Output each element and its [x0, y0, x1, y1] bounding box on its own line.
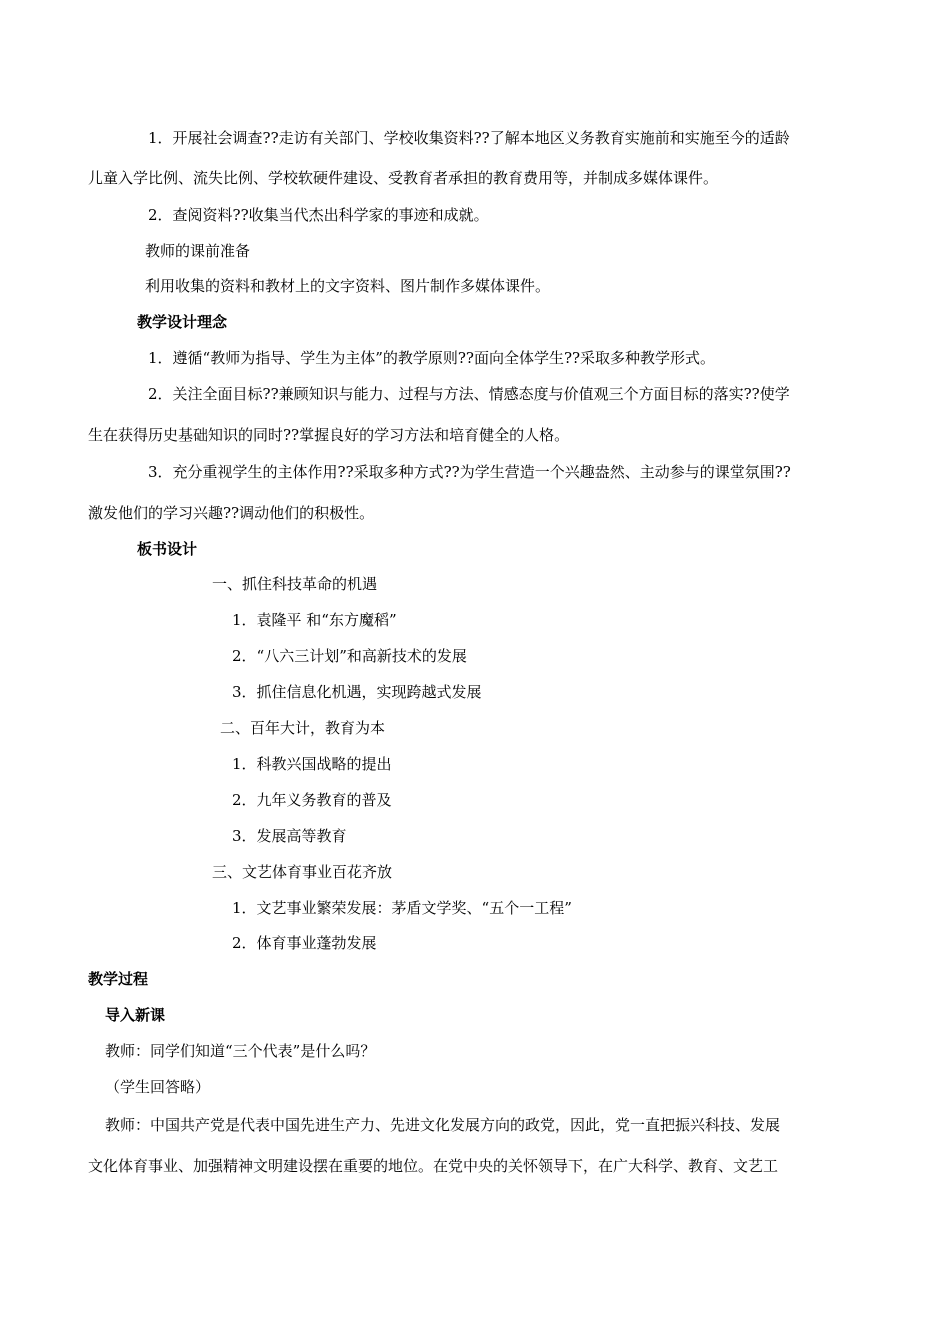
board-section-2-item-2: 2．九年义务教育的普及: [232, 791, 392, 809]
board-section-2: 二、百年大计，教育为本: [220, 719, 386, 737]
board-design-heading: 板书设计: [137, 540, 198, 558]
new-lesson-intro-heading: 导入新课: [105, 1006, 166, 1024]
teacher-paragraph-line-2: 文化体育事业、加强精神文明建设摆在重要的地位。在党中央的关怀领导下，在广大科学、教育、文艺工: [88, 1157, 779, 1175]
teacher-prep-text: 利用收集的资料和教材上的文字资料、图片制作多媒体课件。: [145, 277, 551, 295]
teacher-prep-heading: 教师的课前准备: [145, 242, 251, 260]
teaching-process-heading: 教学过程: [88, 970, 149, 988]
board-section-3-item-1: 1．文艺事业繁荣发展：茅盾文学奖、“五个一工程”: [232, 899, 572, 917]
board-section-2-item-1: 1．科教兴国战略的提出: [232, 755, 392, 773]
design-concept-item-3-line-2: 激发他们的学习兴趣??调动他们的积极性。: [88, 504, 375, 522]
student-answer-note: （学生回答略）: [105, 1078, 211, 1096]
board-section-1: 一、抓住科技革命的机遇: [212, 575, 378, 593]
board-section-2-item-3: 3．发展高等教育: [232, 827, 347, 845]
student-prep-item-1-line-1: 1．开展社会调查??走访有关部门、学校收集资料??了解本地区义务教育实施前和实施至今的适龄: [148, 129, 790, 147]
student-prep-item-1-line-2: 儿童入学比例、流失比例、学校软硬件建设、受教育者承担的教育费用等，并制成多媒体课件。: [88, 169, 719, 187]
teacher-question: 教师：同学们知道“三个代表”是什么吗？: [105, 1042, 376, 1060]
board-section-1-item-1: 1．袁隆平 和“东方魔稻”: [232, 611, 397, 629]
board-section-1-item-3: 3．抓住信息化机遇，实现跨越式发展: [232, 683, 482, 701]
board-section-3: 三、文艺体育事业百花齐放: [212, 863, 393, 881]
teacher-paragraph-line-1: 教师：中国共产党是代表中国先进生产力、先进文化发展方向的政党，因此，党一直把振兴科技、发展: [105, 1116, 781, 1134]
board-section-1-item-2: 2．“八六三计划”和高新技术的发展: [232, 647, 467, 665]
design-concept-item-1: 1．遵循“教师为指导、学生为主体”的教学原则??面向全体学生??采取多种教学形式。: [148, 349, 716, 367]
design-concept-item-2-line-2: 生在获得历史基础知识的同时??掌握良好的学习方法和培育健全的人格。: [88, 426, 570, 444]
student-prep-item-2: 2．查阅资料??收集当代杰出科学家的事迹和成就。: [148, 206, 489, 224]
board-section-3-item-2: 2．体育事业蓬勃发展: [232, 934, 377, 952]
design-concept-item-2-line-1: 2．关注全面目标??兼顾知识与能力、过程与方法、情感态度与价值观三个方面目标的落实??使学: [148, 385, 790, 403]
design-concept-item-3-line-1: 3．充分重视学生的主体作用??采取多种方式??为学生营造一个兴趣盎然、主动参与的课堂氛围??: [148, 463, 791, 481]
design-concept-heading: 教学设计理念: [137, 313, 228, 331]
